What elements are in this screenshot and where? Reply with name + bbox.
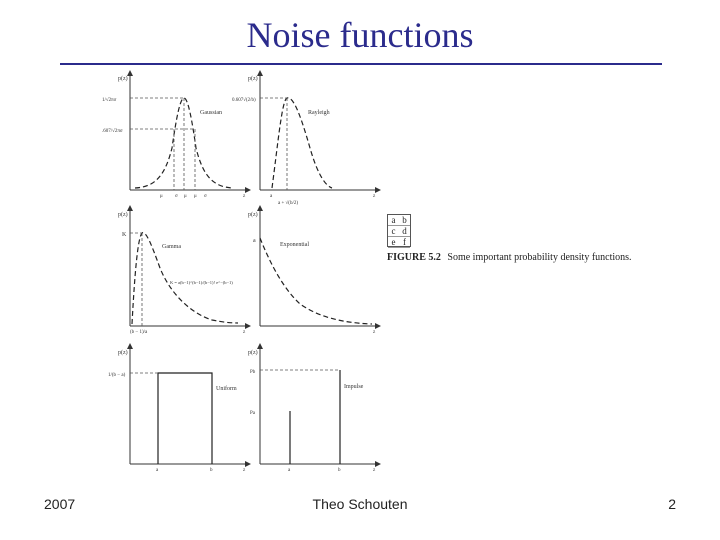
footer-author: Theo Schouten <box>312 496 408 512</box>
layout-cell-d: d <box>399 226 410 237</box>
gaussian-panel <box>102 73 248 199</box>
uniform-peak-label: 1/(b − a) <box>108 373 126 378</box>
impulse-y-label: p(z) <box>248 350 258 356</box>
exponential-peak-label: a <box>253 238 256 244</box>
exponential-tick-z: z <box>373 330 376 335</box>
gaussian-tick-z: z <box>243 194 246 199</box>
layout-cell-a: a <box>388 215 399 226</box>
title-divider <box>60 63 662 65</box>
exponential-y-label: p(z) <box>248 212 258 218</box>
gaussian-peak-label: 1/√2πσ <box>102 98 117 103</box>
uniform-name: Uniform <box>216 386 237 392</box>
figure-legend <box>387 214 662 270</box>
impulse-tick-z: z <box>373 468 376 473</box>
exponential-name: Exponential <box>280 242 309 248</box>
gamma-panel <box>118 208 248 335</box>
rayleigh-tick-peak: a + √(b/2) <box>278 201 299 206</box>
rayleigh-panel <box>232 73 378 206</box>
impulse-name: Impulse <box>344 384 364 390</box>
gaussian-tick-2: σ <box>175 194 178 199</box>
page-number: 2 <box>668 496 676 512</box>
gaussian-y-label: p(z) <box>118 76 128 82</box>
layout-cell-b: b <box>399 215 410 226</box>
gaussian-tick-4: μ <box>194 194 197 199</box>
uniform-tick-z: z <box>243 468 246 473</box>
figure-caption <box>387 252 632 263</box>
rayleigh-tick-z: z <box>373 194 376 199</box>
slide-title: Noise functions <box>246 15 474 55</box>
gamma-tick-z: z <box>243 330 246 335</box>
gaussian-tick-5: σ <box>204 194 207 199</box>
uniform-tick-b: b <box>210 468 213 473</box>
rayleigh-tick-a: a <box>270 194 273 199</box>
gaussian-tick-1: μ <box>160 194 163 199</box>
uniform-panel <box>108 346 248 473</box>
impulse-tick-a: a <box>288 468 291 473</box>
gaussian-name: Gaussian <box>200 110 222 116</box>
impulse-pa-label: Pa <box>250 411 255 416</box>
pdf-figure <box>100 68 382 473</box>
rayleigh-name: Rayleigh <box>308 110 330 116</box>
footer-year: 2007 <box>44 496 76 512</box>
rayleigh-peak-label: 0.607√(2/b) <box>232 98 256 103</box>
gamma-peak-label: K <box>122 232 127 238</box>
layout-cell-f: f <box>399 237 410 248</box>
uniform-tick-a: a <box>156 468 159 473</box>
layout-cell-c: c <box>388 226 399 237</box>
figure-caption-text: Some important probability density functions. <box>447 252 632 263</box>
gamma-formula: K = a(b−1)^(b−1)/(b−1)! e^−(b−1) <box>170 280 233 285</box>
layout-cell-e: e <box>388 237 399 248</box>
panel-layout-key <box>387 214 411 247</box>
exponential-panel <box>248 208 378 335</box>
impulse-tick-b: b <box>338 468 341 473</box>
gaussian-tick-3: μ <box>184 194 187 199</box>
gamma-y-label: p(z) <box>118 212 128 218</box>
impulse-pb-label: Pb <box>250 370 256 375</box>
gamma-tick-peak: (b − 1)/a <box>130 330 148 335</box>
gamma-name: Gamma <box>162 244 181 250</box>
figure-caption-label: FIGURE 5.2 <box>387 252 441 263</box>
uniform-y-label: p(z) <box>118 350 128 356</box>
rayleigh-y-label: p(z) <box>248 76 258 82</box>
gaussian-level-label: .607/√2πσ <box>102 129 123 134</box>
impulse-panel <box>248 346 378 473</box>
